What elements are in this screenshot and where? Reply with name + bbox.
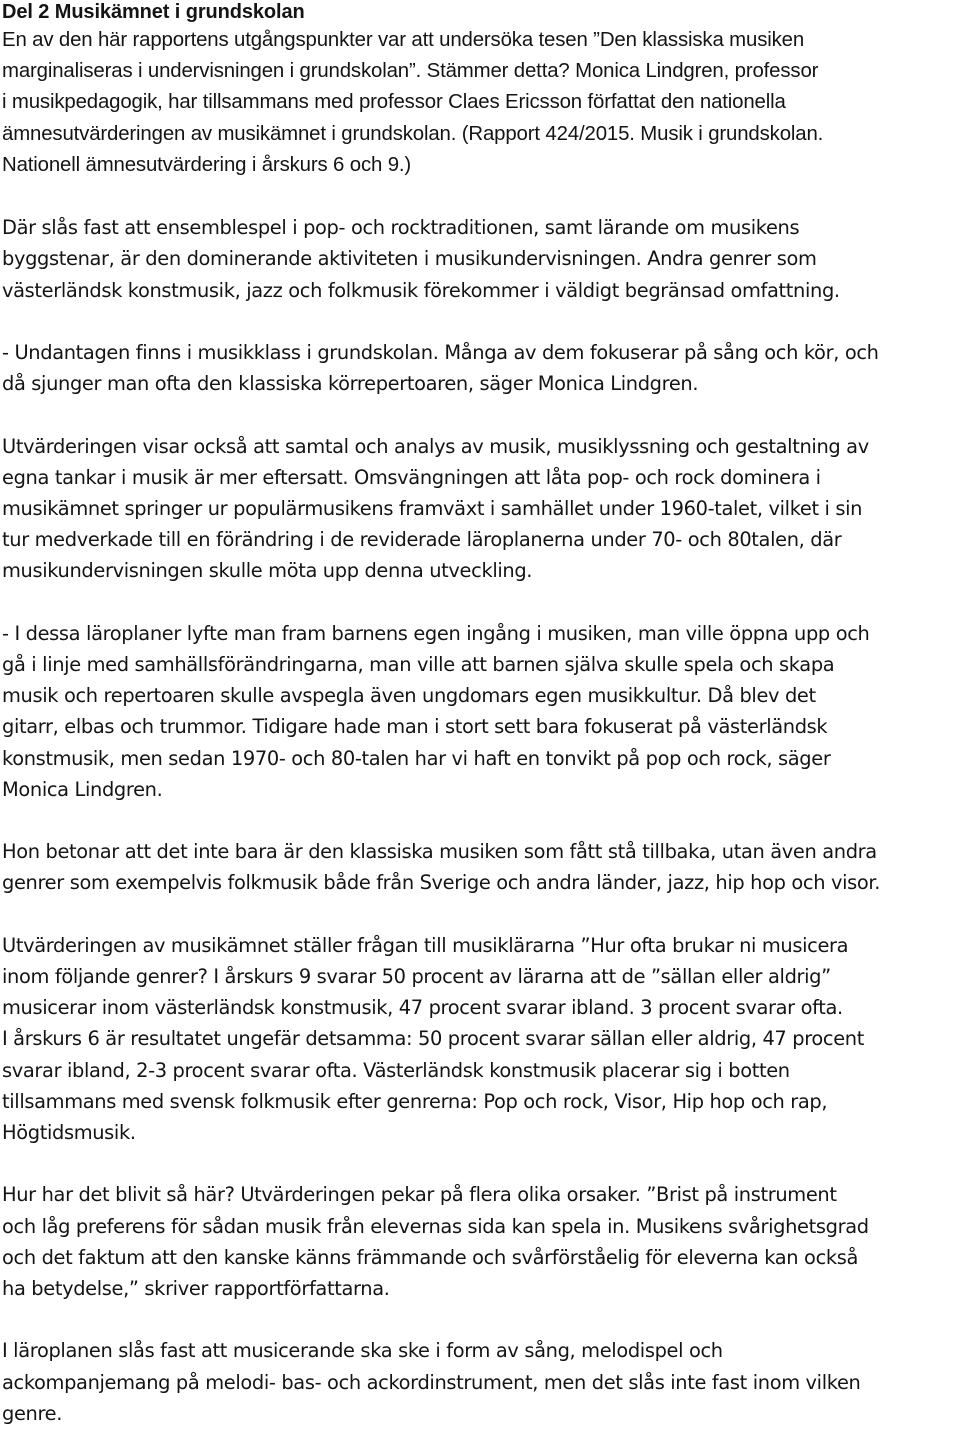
text-line: tillsammans med svensk folkmusik efter genrerna: Pop och rock, Visor, Hip hop och rap,	[2, 1089, 828, 1113]
text-line: tur medverkade till en förändring i de reviderade läroplanerna under 70- och 80talen, där	[2, 528, 842, 552]
text-line: genre.	[2, 1401, 63, 1425]
text-line: i musikpedagogik, har tillsammans med professor Claes Ericsson författat den nationella	[2, 91, 786, 114]
text-line: och låg preferens för sådan musik från elevernas sida kan spela in. Musikens svårighetsgrad	[2, 1214, 869, 1238]
text-line: Utvärderingen av musikämnet ställer frågan till musiklärarna ”Hur ofta brukar ni musicera	[2, 933, 849, 957]
paragraph	[2, 337, 956, 399]
paragraph	[2, 431, 956, 587]
text-line: I läroplanen slås fast att musicerande ska ske i form av sång, melodispel och	[2, 1339, 723, 1363]
text-line: inom följande genrer? I årskurs 9 svarar 50 procent av lärarna att de ”sällan eller aldrig”	[2, 965, 831, 988]
intro-paragraph	[2, 25, 956, 181]
text-line: Högtidsmusik.	[2, 1121, 136, 1145]
text-line: konstmusik, men sedan 1970- och 80-talen har vi haft en tonvikt på pop och rock, säger	[2, 746, 831, 770]
paragraph	[2, 836, 956, 898]
text-line: byggstenar, är den dominerande aktiviteten i musikundervisningen. Andra genrer som	[2, 247, 817, 271]
text-line: då sjunger man ofta den klassiska körrepertoaren, säger Monica Lindgren.	[2, 372, 699, 396]
text-line: svarar ibland, 2-3 procent svarar ofta. Västerländsk konstmusik placerar sig i botten	[2, 1058, 790, 1082]
text-line: ämnesutvärderingen av musikämnet i grundskolan. (Rapport 424/2015. Musik i grundskolan.	[2, 122, 824, 145]
text-line: - Undantagen finns i musikklass i grundskolan. Många av dem fokuserar på sång och kör, och	[2, 341, 879, 364]
paragraph	[2, 212, 956, 306]
text-line: Där slås fast att ensemblespel i pop- och rocktraditionen, samt lärande om musikens	[2, 216, 800, 240]
text-line: och det faktum att den kanske känns främmande och svårförståelig för eleverna kan också	[2, 1245, 859, 1269]
text-line: musikämnet springer ur populärmusikens framväxt i samhället under 1960-talet, vilket i sin	[2, 497, 863, 520]
text-line: - I dessa läroplaner lyfte man fram barnens egen ingång i musiken, man ville öppna upp och	[2, 621, 870, 645]
text-line: musikundervisningen skulle möta upp denna utveckling.	[2, 559, 533, 583]
text-line: genrer som exempelvis folkmusik både från Sverige och andra länder, jazz, hip hop och visor.	[2, 871, 881, 895]
paragraph	[2, 930, 956, 1148]
text-line: I årskurs 6 är resultatet ungefär detsamma: 50 procent svarar sällan eller aldrig, 47 procent	[2, 1027, 864, 1051]
text-line: Monica Lindgren.	[2, 777, 163, 801]
paragraph	[2, 1335, 956, 1429]
text-line: gitarr, elbas och trummor. Tidigare hade man i stort sett bara fokuserat på västerländsk	[2, 715, 828, 739]
text-line: musik och repertoaren skulle avspegla även ungdomars egen musikkultur. Då blev det	[2, 684, 816, 708]
section-heading: Del 2 Musikämnet i grundskolan	[2, 1, 305, 23]
text-line: En av den här rapportens utgångspunkter var att undersöka tesen ”Den klassiska musiken	[2, 29, 805, 51]
text-line: ha betydelse,” skriver rapportförfattarna.	[2, 1277, 390, 1301]
text-line: musicerar inom västerländsk konstmusik, 47 procent svarar ibland. 3 procent svarar ofta.	[2, 996, 843, 1020]
text-line: västerländsk konstmusik, jazz och folkmusik förekommer i väldigt begränsad omfattning.	[2, 278, 840, 302]
text-line: Utvärderingen visar också att samtal och analys av musik, musiklyssning och gestaltning av	[2, 434, 869, 458]
document-page	[2, 0, 956, 1429]
text-line: ackompanjemang på melodi- bas- och ackordinstrument, men det slås inte fast inom vilken	[2, 1370, 861, 1394]
text-line: egna tankar i musik är mer eftersatt. Omsvängningen att låta pop- och rock dominera i	[2, 465, 821, 489]
text-line: Hur har det blivit så här? Utvärderingen pekar på flera olika orsaker. ”Brist på instrument	[2, 1183, 837, 1207]
text-line: Nationell ämnesutvärdering i årskurs 6 och 9.)	[2, 153, 412, 176]
paragraph	[2, 1179, 956, 1304]
text-line: marginaliseras i undervisningen i grundskolan”. Stämmer detta? Monica Lindgren, professor	[2, 60, 819, 83]
paragraph	[2, 618, 956, 805]
text-line: Hon betonar att det inte bara är den klassiska musiken som fått stå tillbaka, utan även andra	[2, 840, 877, 864]
text-line: gå i linje med samhällsförändringarna, man ville att barnen själva skulle spela och skapa	[2, 653, 835, 676]
